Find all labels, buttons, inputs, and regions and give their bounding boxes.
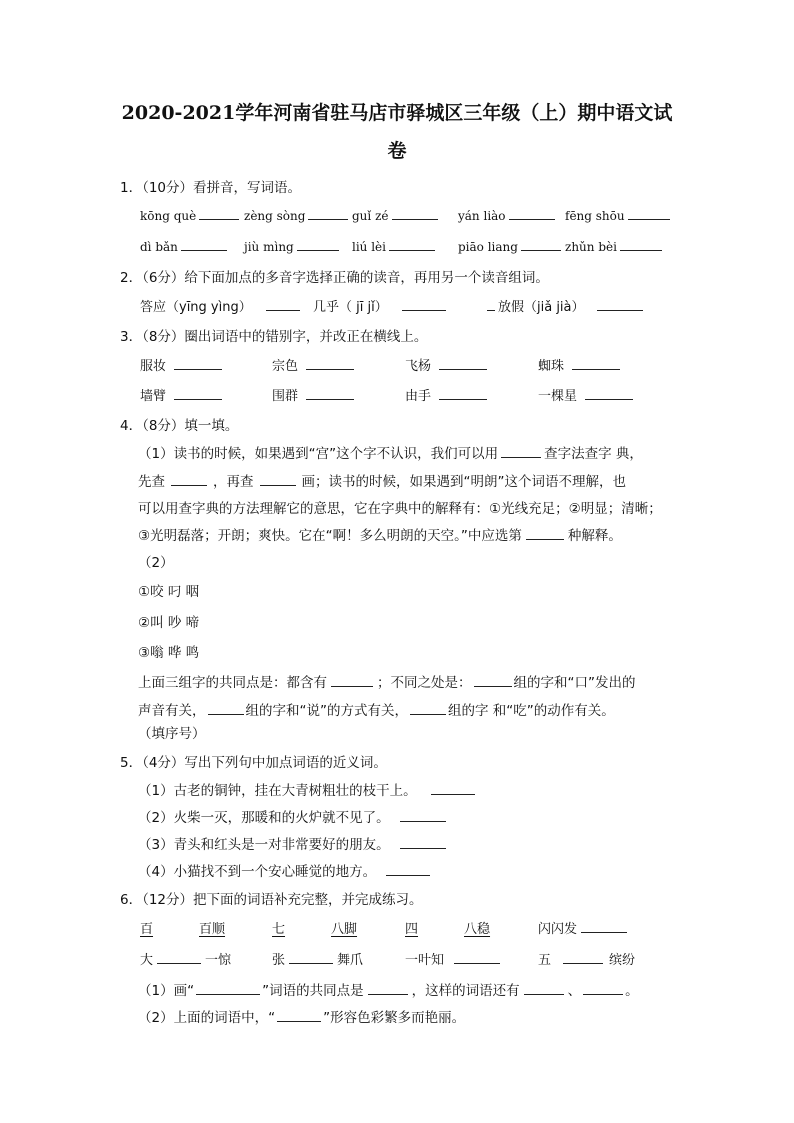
q1-pinyin-5: fēng shōu bbox=[565, 206, 673, 223]
q6-idiom-8: 五 缤纷 bbox=[538, 949, 635, 968]
q5-stem: 5．（4分）写出下列句中加点词语的近义词。 bbox=[120, 755, 387, 771]
q4-para-line2: 先查 ，再查 画；读书的时候，如果遇到“明朗”这个词语不理解，也 bbox=[138, 474, 626, 490]
q4-fill-note: （填序号） bbox=[138, 726, 206, 742]
q6-idiom-5: 大 一惊 bbox=[140, 949, 231, 968]
q3-word-5: 墙臂 bbox=[140, 385, 225, 404]
q1-pinyin-4: yán liào bbox=[458, 206, 558, 223]
exam-title-line1: 2020-2021学年河南省驻马店市驿城区三年级（上）期中语文试 bbox=[121, 102, 673, 124]
q6-idiom-1: 百 百顺 bbox=[140, 922, 226, 937]
q1-pinyin-9: piāo liang bbox=[458, 237, 564, 254]
q6-stem: 6．（12分）把下面的词语补充完整，并完成练习。 bbox=[120, 892, 423, 908]
q5-item-2: （2）火柴一灭，那暖和的火炉就不见了。 bbox=[138, 806, 449, 826]
q3-word-6: 围群 bbox=[272, 385, 357, 404]
q4-group-2: ②叫 吵 啼 bbox=[138, 615, 200, 631]
q2-item-1: 答应（yīng yìng） bbox=[140, 296, 303, 315]
q4-para-line4: ③光明磊落；开朗；爽快。它在“啊！多么明朗的天空。”中应选第 种解释。 bbox=[138, 528, 622, 544]
q3-word-7: 由手 bbox=[405, 385, 490, 404]
q4-para-line3: 可以用查字典的方法理解它的意思，它在字典中的解释有：①光线充足；②明显；清晰； bbox=[138, 501, 662, 517]
q1-stem: 1．（10分）看拼音，写词语。 bbox=[120, 180, 302, 196]
q6-idiom-7: 一叶知 bbox=[405, 949, 503, 968]
q4-summary-line1: 上面三组字的共同点是：都含有 ；不同之处是： 组的字和“口”发出的 bbox=[138, 675, 636, 691]
q6-sub2: （2）上面的词语中，“ ”形容色彩繁多而艳丽。 bbox=[138, 1010, 466, 1026]
q6-idiom-2: 七 八脚 bbox=[272, 922, 358, 937]
q4-sub2-label: （2） bbox=[138, 555, 174, 571]
q2-item-3: 放假（jiǎ jià） bbox=[484, 296, 646, 315]
q1-pinyin-7: jiù mìng bbox=[244, 237, 342, 254]
q3-word-4: 蜘珠 bbox=[538, 355, 623, 374]
q5-item-1: （1）古老的铜钟，挂在大青树粗壮的枝干上。 bbox=[138, 779, 478, 799]
q6-sub1: （1）画“ ”词语的共同点是 ，这样的词语还有 、 。 bbox=[138, 983, 639, 999]
q3-word-8: 一棵星 bbox=[538, 385, 636, 404]
q1-pinyin-1: kōng què bbox=[140, 206, 242, 223]
q4-group-1: ①咬 叼 咽 bbox=[138, 584, 200, 600]
q5-item-3: （3）青头和红头是一对非常要好的朋友。 bbox=[138, 833, 449, 853]
q1-pinyin-3: guǐ zé bbox=[352, 206, 441, 223]
q3-word-3: 飞杨 bbox=[405, 355, 490, 374]
q1-pinyin-6: dì bǎn bbox=[140, 237, 230, 254]
q5-item-4: （4）小猫找不到一个安心睡觉的地方。 bbox=[138, 860, 433, 880]
q2-item-2: 几乎（ jī jǐ） bbox=[313, 296, 449, 315]
q3-stem: 3．（8分）圈出词语中的错别字，并改正在横线上。 bbox=[120, 329, 428, 345]
q4-para-line1: （1）读书的时候，如果遇到“宫”这个字不认识，我们可以用 查字法查字 典， bbox=[138, 446, 643, 462]
exam-title-line2: 卷 bbox=[387, 140, 407, 162]
q4-stem: 4．（8分）填一填。 bbox=[120, 418, 239, 434]
q1-pinyin-8: liú lèi bbox=[352, 237, 438, 254]
q1-pinyin-10: zhǔn bèi bbox=[565, 237, 665, 254]
q3-word-2: 宗色 bbox=[272, 355, 357, 374]
q3-word-1: 服妆 bbox=[140, 355, 225, 374]
q2-stem: 2．（6分）给下面加点的多音字选择正确的读音，再用另一个读音组词。 bbox=[120, 270, 549, 286]
q4-summary-line2: 声音有关， 组的字和“说”的方式有关， 组的字 和“吃”的动作有关。 bbox=[138, 703, 615, 719]
q6-idiom-6: 张 舞爪 bbox=[272, 949, 363, 968]
q1-pinyin-2: zèng sòng bbox=[244, 206, 351, 223]
q6-idiom-3: 四 八稳 bbox=[405, 922, 491, 937]
q6-idiom-4: 闪闪发 bbox=[538, 918, 630, 937]
q4-group-3: ③嗡 哗 鸣 bbox=[138, 645, 200, 661]
